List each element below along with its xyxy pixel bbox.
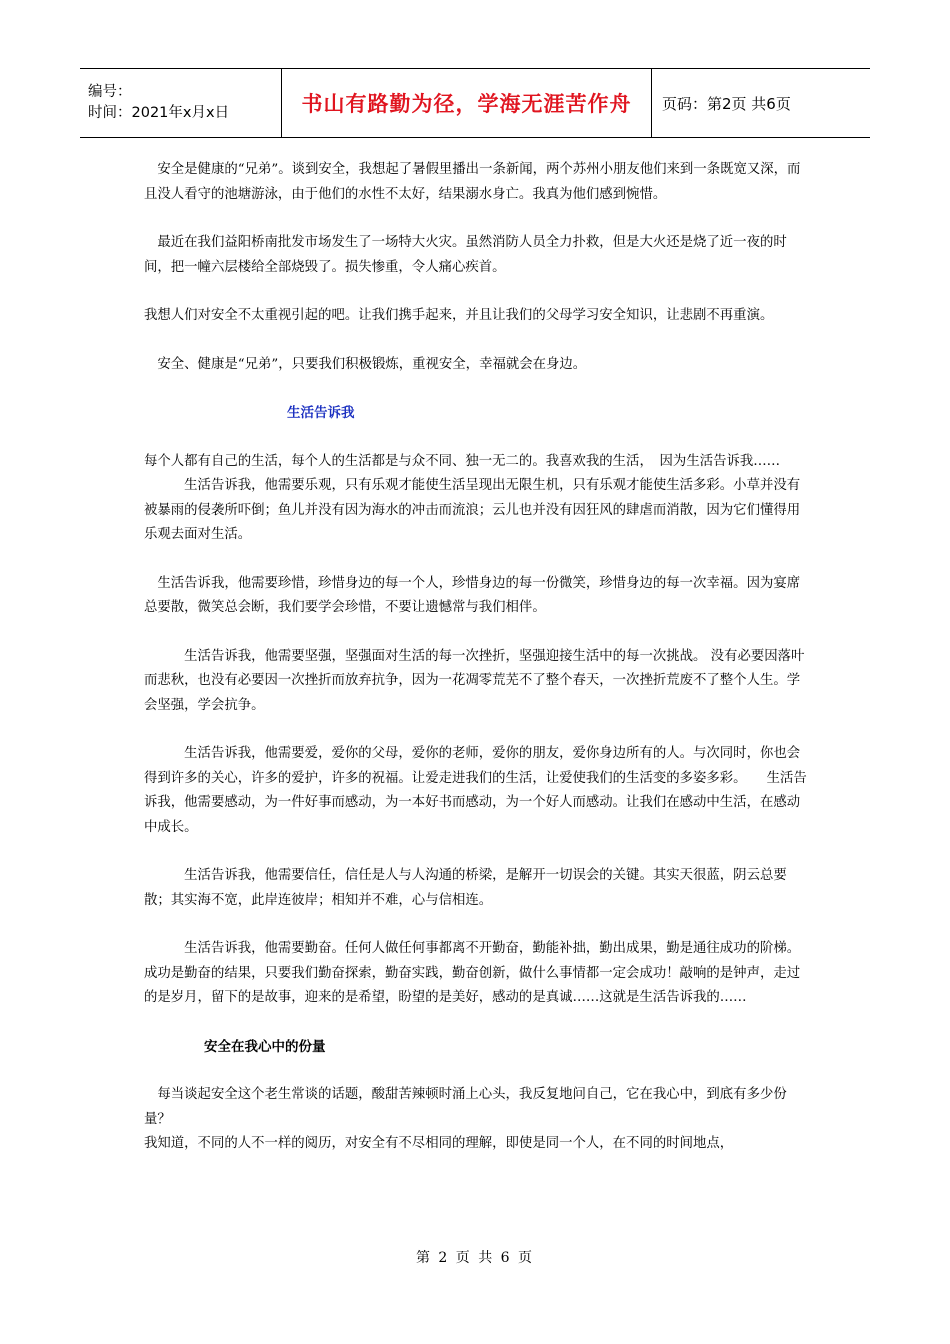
paragraph: 生活告诉我，他需要坚强，坚强面对生活的每一次挫折，坚强迎接生活中的每一次挑战。 没有必要因落叶而悲秋，也没有必要因一次挫折而放弃抗争，因为一花凋零荒芜不了整个春天，一次挫折荒废不了整个人生。学会坚强，学会抗争。 — [144, 648, 805, 713]
header-page-info: 页码：第2页 共6页 — [662, 94, 791, 113]
section-title: 安全在我心中的份量 — [204, 1038, 326, 1055]
paragraph: 生活告诉我，他需要珍惜，珍惜身边的每一个人，珍惜身边的每一份微笑，珍惜身边的每一次幸福。因为宴席总要散，微笑总会断，我们要学会珍惜，不要让遗憾常与我们相伴。 — [144, 575, 801, 615]
document-date: 时间：2021年x月x日 — [88, 105, 230, 121]
header-motto: 书山有路勤为径，学海无涯苦作舟 — [301, 92, 632, 116]
paragraph: 我想人们对安全不太重视引起的吧。让我们携手起来，并且让我们的父母学习安全知识，让悲剧不再重演。 — [144, 308, 774, 323]
paragraph: 安全、健康是“兄弟”，只要我们积极锻炼，重视安全，幸福就会在身边。 — [144, 356, 587, 372]
paragraph: 生活告诉我，他需要乐观，只有乐观才能使生活呈现出无限生机，只有乐观才能使生活多彩。小草并没有被暴雨的侵袭所吓倒；鱼儿并没有因为海水的冲击而流浪；云儿也并没有因狂风的肆虐而消散，因为它们懂得用乐观去面对生活。 — [144, 478, 801, 542]
section-title: 生活告诉我 — [287, 405, 355, 421]
paragraph: 每当谈起安全这个老生常谈的话题，酸甜苦辣顿时涌上心头，我反复地问自己，它在我心中，到底有多少份量？ — [144, 1087, 787, 1127]
paragraph: 最近在我们益阳桥南批发市场发生了一场特大火灾。虽然消防人员全力扑救，但是大火还是烧了近一夜的时间，把一幢六层楼给全部烧毁了。损失惨重，令人痛心疾首。 — [144, 235, 787, 275]
document-body — [144, 158, 808, 1157]
header-meta — [80, 69, 282, 137]
page-footer: 第 2 页 共 6 页 — [415, 1250, 535, 1266]
document-number-label: 编号： — [88, 84, 132, 100]
paragraph: 生活告诉我，他需要勤奋。任何人做任何事都离不开勤奋，勤能补拙，勤出成果，勤是通往成功的阶梯。成功是勤奋的结果，只要我们勤奋探索，勤奋实践，勤奋创新，做什么事情都一定会成功！敲响的是钟声，走过的是岁月，留下的是故事，迎来的是希望，盼望的是美好，感动的是真诚……这就是生活告诉我的…… — [144, 941, 801, 1005]
page-header — [80, 68, 870, 138]
paragraph: 生活告诉我，他需要信任，信任是人与人沟通的桥梁，是解开一切误会的关键。其实天很蓝，阴云总要散；其实海不宽，此岸连彼岸；相知并不难，心与信相连。 — [144, 868, 787, 908]
paragraph: 安全是健康的“兄弟”。谈到安全，我想起了暑假里播出一条新闻，两个苏州小朋友他们来到一条既宽又深，而且没人看守的池塘游泳，由于他们的水性不太好，结果溺水身亡。我真为他们感到惋惜。 — [144, 162, 801, 202]
paragraph: 生活告诉我，他需要爱，爱你的父母，爱你的老师，爱你的朋友，爱你身边所有的人。与次同时，你也会得到许多的关心，许多的爱护，许多的祝福。让爱走进我们的生活，让爱使我们的生活变的多姿多彩。 生活告诉我，他需要感动，为一件好事而感动，为一本好书而感动，为一个好人而感动。让我们在感动中生活，在感动中成长。 — [144, 746, 807, 835]
paragraph: 我知道，不同的人不一样的阅历，对安全有不尽相同的理解，即使是同一个人，在不同的时间地点， — [144, 1136, 734, 1151]
header-page-info-cell — [652, 69, 791, 137]
header-motto-cell — [282, 69, 652, 137]
paragraph: 每个人都有自己的生活，每个人的生活都是与众不同、独一无二的。我喜欢我的生活， 因为生活告诉我…… — [144, 453, 781, 469]
